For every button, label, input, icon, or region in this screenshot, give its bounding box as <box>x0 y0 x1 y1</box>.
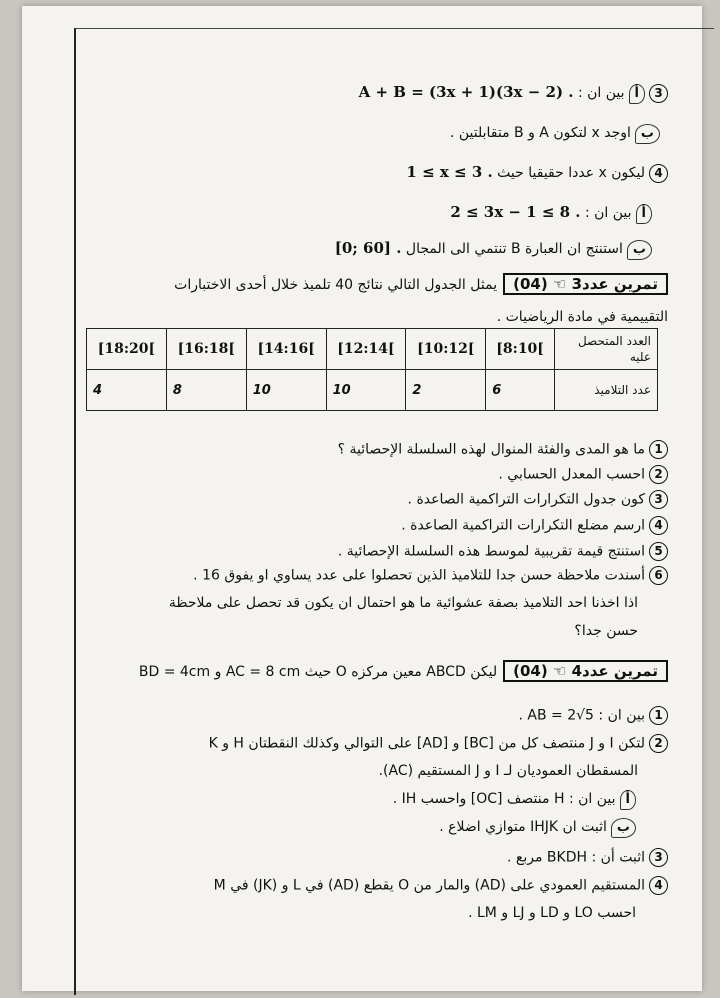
count-cell: 10 <box>246 370 326 411</box>
count-cell: 10 <box>326 370 406 411</box>
ex3-q1: 1ما هو المدى والفئة المنوال لهذه السلسلة الإحصائية ؟ <box>338 440 668 459</box>
number-badge: 6 <box>649 566 668 585</box>
header-cell: العدد المتحصل عليه <box>555 329 658 370</box>
ex4-q1: 1بين ان : AB = 2√5 . <box>519 706 669 725</box>
sub-label: أ <box>636 204 652 224</box>
ex4-q2b: باثبت ان IHJK متوازي اضلاع . <box>439 818 636 838</box>
number-badge: 4 <box>649 876 668 895</box>
grades-table <box>86 328 658 411</box>
ex3-intro-line1: تمرين عدد3 ☜ (04)يمثل الجدول التالي نتائج 40 تلميذ خلال أحدى الاختبارات <box>174 273 668 295</box>
number-badge: 4 <box>649 516 668 535</box>
header-cell: عدد التلاميذ <box>555 370 658 411</box>
number-badge: 1 <box>649 440 668 459</box>
ex4-title: تمرين عدد4 ☜ (04) <box>503 660 668 682</box>
ex3-q4: 4ارسم مضلع التكرارات التراكمية الصاعدة . <box>401 516 668 535</box>
number-badge: 3 <box>649 84 668 103</box>
sub-label: ب <box>627 240 652 260</box>
number-badge: 3 <box>649 490 668 509</box>
ex4-q4-line2: احسب LO و LD و LJ و LM . <box>468 905 636 921</box>
sub-label: ب <box>611 818 636 838</box>
ex4-q2a: أبين ان : H منتصف [OC] واحسب IH . <box>393 790 636 810</box>
class-cell: [14:16[ <box>246 329 326 370</box>
ex4-q3: 3اثبت أن : BKDH مربع . <box>507 848 668 867</box>
sub-label: أ <box>620 790 636 810</box>
sub-label: أ <box>629 84 645 104</box>
class-cell: [18:20[ <box>87 329 167 370</box>
item-3b: باوجد x لتكون A و B متقابلتين . <box>450 124 660 144</box>
class-cell: [8:10[ <box>486 329 555 370</box>
equation: A + B = (3x + 1)(3x − 2) . <box>358 83 574 101</box>
number-badge: 3 <box>649 848 668 867</box>
count-cell: 2 <box>406 370 486 411</box>
ex4-q4-line1: 4المستقيم العمودي على (AD) والمار من O يقطع (AD) في L و (JK) في M <box>214 876 668 895</box>
sub-label: ب <box>635 124 660 144</box>
table-row <box>87 370 658 411</box>
item-4a: أبين ان : 2 ≤ 3x − 1 ≤ 8 . <box>450 203 652 224</box>
ex3-q7-line2: حسن جدا؟ <box>574 623 638 639</box>
class-cell: [16:18[ <box>166 329 246 370</box>
table-row <box>87 329 658 370</box>
number-badge: 5 <box>649 542 668 561</box>
number-badge: 1 <box>649 706 668 725</box>
class-cell: [10:12[ <box>406 329 486 370</box>
item-3a: 3أبين ان : A + B = (3x + 1)(3x − 2) . <box>359 83 668 104</box>
ex3-title: تمرين عدد3 ☜ (04) <box>503 273 668 295</box>
count-cell: 6 <box>486 370 555 411</box>
ex4-intro: تمرين عدد4 ☜ (04)ليكن ABCD معين مركزه O حيث AC = 8 cm و BD = 4cm <box>139 660 668 682</box>
count-cell: 8 <box>166 370 246 411</box>
ex3-intro-line2: التقييمية في مادة الرياضيات . <box>496 309 668 325</box>
class-cell: [12:14[ <box>326 329 406 370</box>
ex4-q2-line1: 2لتكن I و J منتصف كل من [BC] و [AD] على التوالي وكذلك النقطتان H و K <box>209 734 668 753</box>
number-badge: 2 <box>649 465 668 484</box>
number-badge: 2 <box>649 734 668 753</box>
ex3-q3: 3كون جدول التكرارات التراكمية الصاعدة . <box>408 490 668 509</box>
item-4b: باستنتج ان العبارة B تنتمي الى المجال [0; 60] . <box>335 239 652 260</box>
ex3-q2: 2احسب المعدل الحسابي . <box>498 465 668 484</box>
ex3-q7-line1: اذا اخذنا احد التلاميذ بصفة عشوائية ما هو احتمال ان يكون قد تحصل على ملاحظة <box>168 595 638 611</box>
count-cell: 4 <box>87 370 167 411</box>
number-badge: 4 <box>649 164 668 183</box>
ex3-q5: 5استنتج قيمة تقريبية لموسط هذه السلسلة الإحصائية . <box>338 542 668 561</box>
ex3-q6: 6أسندت ملاحظة حسن جدا للتلاميذ الذين تحصلوا على عدد يساوي او يفوق 16 . <box>193 566 668 585</box>
ex4-q2-line2: المسقطان العموديان لـ I و J المستقيم (AC). <box>378 763 638 779</box>
item-4: 4ليكون x عددا حقيقيا حيث 1 ≤ x ≤ 3 . <box>406 163 668 183</box>
